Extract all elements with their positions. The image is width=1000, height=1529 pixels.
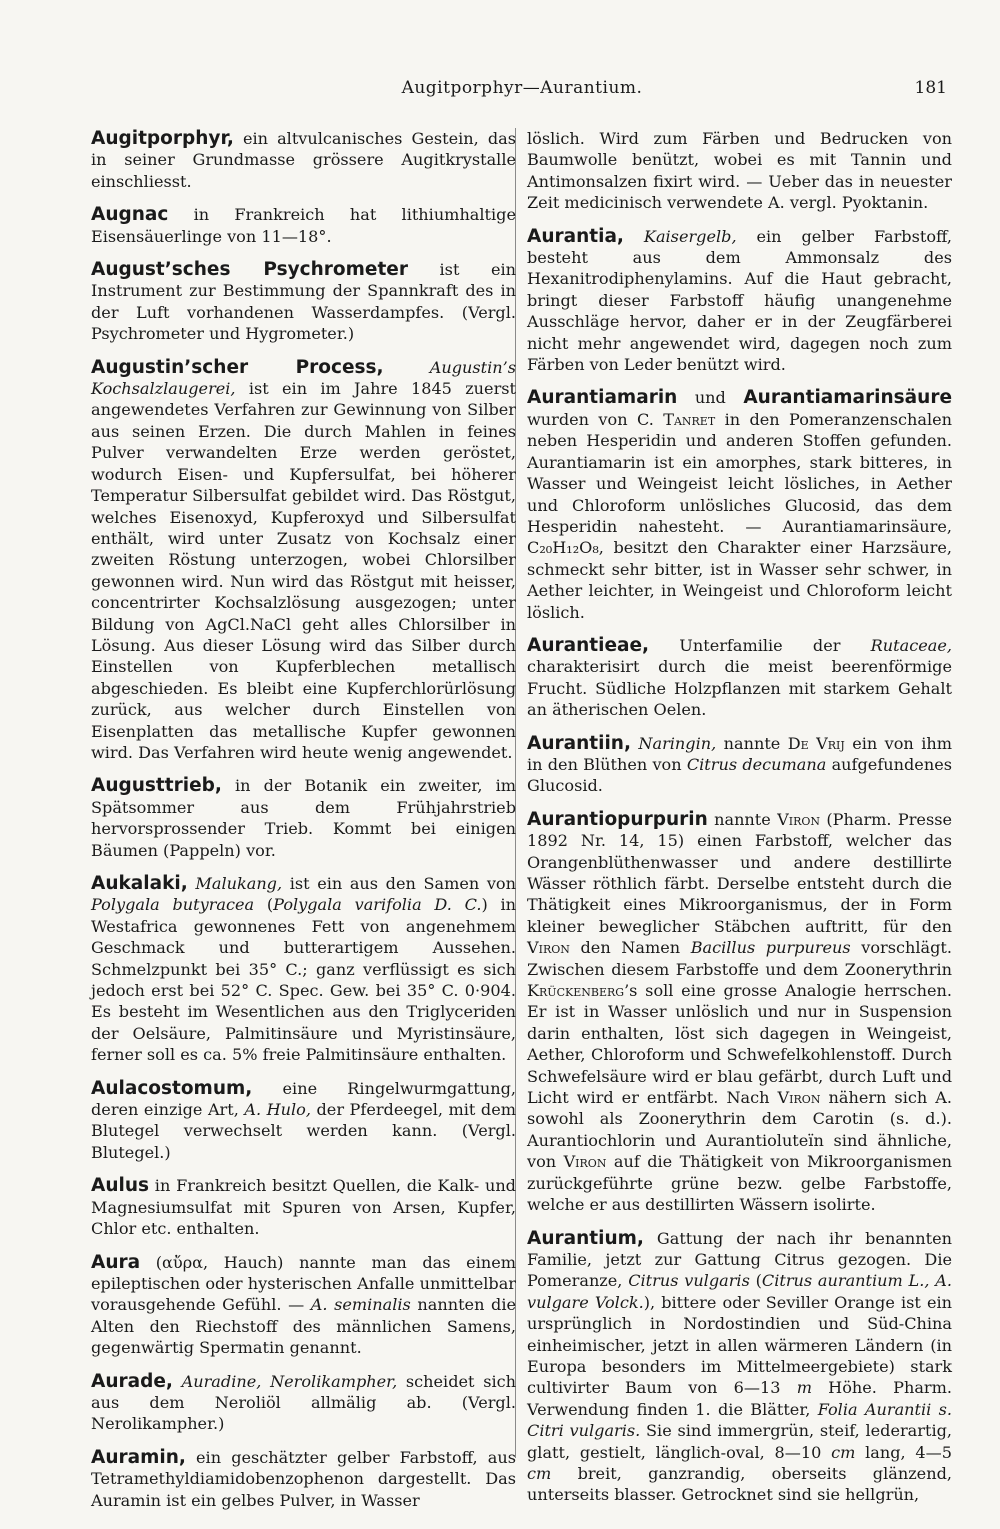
entry-text: in Frankreich besitzt Quellen, die Kalk- und Magnesiumsulfat mit Spuren von Arsen, Kupfer, Chlor etc. enthalten. [91,1176,516,1239]
left-column [91,128,516,1523]
entry-text: löslich. Wird zum Färben und Bedrucken von Baumwolle benützt, wobei es mit Tannin und Antimonsalzen fixirt wird. — Ueber das in neuester Zeit medicinisch verwendete A. vergl. Pyoktanin. [527,129,952,213]
right-column [527,128,952,1518]
headword: Aurantiamarinsäure [743,387,952,409]
entry-aurantiamarin [527,387,952,622]
author-name: Viron [777,809,821,829]
term: A. seminalis [310,1295,411,1315]
unit: cm [831,1442,856,1462]
entry-augustin-process [91,357,516,764]
entry-text: (Pharm. Presse 1892 Nr. 14, 15) einen Farbstoff, welcher das Orangenblüthenwasser und andere destillirte Wässer röthlich färbt. Derselbe entsteht durch die Thätigkeit eines Mikroorganismus, der in Form kleiner beweglicher Stäbchen auftritt, für den [527,809,952,936]
entry-text: der Pferdeegel, mit dem Blutegel verwechselt werden kann. (Vergl. Blutegel.) [91,1100,516,1162]
entry-aulacostomum [91,1078,516,1164]
headword: Aurantiin, [527,732,631,754]
headword: Augustin’scher Process, [91,356,384,378]
page-number: 181 [914,78,947,98]
headword: Aukalaki, [91,873,188,894]
headword: Augnac [91,204,169,226]
entry-augnac [91,204,516,247]
entry-aulus [91,1175,516,1239]
entry-text: nannte [707,809,778,829]
entry-text: lang, 4—5 [855,1442,952,1462]
entry-aurantiopurpurin [527,809,952,1216]
entry-text: Gattung der nach ihr benannten Familie, jetzt zur Gattung Citrus gezogen. Die Pomeranze, [527,1228,952,1291]
entry-text: Höhe. Pharm. Verwendung finden 1. die Blätter, [527,1378,952,1419]
author-name: De Vrij [787,733,845,753]
headword: August’sches Psychrometer [91,259,408,281]
author-name: Viron [527,938,570,958]
entry-text: Unterfamilie der [649,635,871,655]
entry-text: und [677,388,744,408]
headword: Augusttrieb, [91,775,222,797]
entry-text: ) in Westafrica gewonnenes Fett von angenehmem Geschmack und butterartigem Aussehen. Schmelzpunkt bei 35° C.; ganz verflüssigt es sich jedoch erst bei 52° C. Spec. Gew. bei 35° C. 0·904. Es besteht im Wesentlichen aus den Triglyceriden der Oelsäure, Palmitinsäure und Myristinsäure, ferner soll es ca. 5% freie Palmitinsäure enthalten. [91,895,516,1065]
entry-text: scheidet sich aus dem Neroliöl allmälig ab. (Vergl. Nerolikampher.) [91,1371,516,1434]
entry-synonym: Auradine, Nerolikampher, [172,1371,398,1391]
entry-text: ein altvulcanisches Gestein, das in seiner Grundmasse grössere Augitkrystalle einschliesst. [91,129,516,191]
headword: Augitporphyr, [91,128,234,149]
entry-text: vorschlägt. Zwischen diesem Farbstoffe und dem Zoonerythrin [527,938,952,979]
entry-text: ist ein Instrument zur Bestimmung der Spannkraft des in der Luft vorhandenen Wasserdampfes. (Vergl. Psychrometer und Hygrometer.) [91,260,516,344]
headword: Aurade, [91,1370,173,1392]
headword: Auramin, [91,1446,186,1468]
species-name: Polygala varifolia D. C. [273,895,482,915]
entry-text: eine Ringelwurmgattung, deren einzige Art, [91,1078,516,1120]
headword: Aura [91,1251,141,1273]
species-name: Citrus vulgaris [628,1271,750,1291]
entry-text: den Namen [569,938,691,958]
headword: Aurantia, [527,225,624,247]
entry-text: in den Pomeranzenschalen neben Hesperidin und anderen Stoffen gefunden. Aurantiamarin ist ein amorphes, stark bitteres, in Wasser und Weingeist leicht lösliches, in Aether und Chloroform unlösliches Glucosid, das dem Hesperidin nahesteht. — Aurantiamarinsäure, C₂₀H₁₂O₈, besitzt den Charakter einer Harzsäure, schmeckt sehr bitter, ist in Wasser sehr schwer, in Aether leichter, in Weingeist und Chloroform leicht löslich. [527,409,952,622]
species-name: Polygala butyracea [91,895,255,915]
entry-synonym: Augustin’s Kochsalzlaugerei, [91,357,516,399]
species-name: Bacillus purpureus [690,938,851,958]
headword: Aurantiopurpurin [527,808,708,830]
entry-text: nähern sich A. sowohl als Zoonerythrin dem Carotin (s. d.). Aurantiochlorin und Aurantioluteïn sind ähnliche, von [527,1088,952,1172]
author-name: C. Tanret [636,409,716,429]
entry-text: ein gelber Farbstoff, besteht aus dem Ammonsalz des Hexanitrodiphenylamins. Auf die Haut gebracht, bringt dieser Farbstoff häufig unangenehme Ausschläge hervor, daher er in der Zeugfärberei nicht mehr angewendet wird, dagegen noch zum Färben von Leder benützt wird. [527,226,953,375]
taxon-name: Rutaceae, [870,635,952,655]
entry-aurantiin [527,733,952,797]
entry-synonym: Kaisergelb, [623,226,737,246]
running-title: Augitporphyr—Aurantium. [401,78,643,98]
entry-text: (αὔρα, Hauch) nannte man das einem epileptischen oder hysterischen Anfalle unmittelbar vorausgehende Gefühl. — [91,1252,516,1315]
entry-text: Sie sind immergrün, steif, lederartig, glatt, gestielt, länglich-oval, 8—10 [527,1421,953,1462]
entry-auramin-continued [527,128,952,214]
unit: m [796,1378,812,1398]
headword: Aurantiamarin [527,387,678,409]
headword: Aurantium, [527,1227,644,1249]
entry-text: ), bittere oder Seviller Orange ist ein ursprünglich in Nordostindien und Süd-China einheimischer, jetzt in allen wärmeren Ländern (in Europa besonders im Mittelmeergebiete) stark cultivirter Baum von 6—13 [527,1292,952,1398]
entry-text: ( [254,895,274,915]
entry-aurantieae [527,635,952,721]
entry-text: charakterisirt durch die meist beerenförmige Frucht. Südliche Holzpflanzen mit starkem Gehalt an ätherischen Oelen. [527,657,952,720]
entry-text: ist ein im Jahre 1845 zuerst angewendetes Verfahren zur Gewinnung von Silber aus seinen Erzen. Die durch Mahlen in feines Pulver verwandelten Erze werden geröstet, wodurch Eisen- und Kupfersulfat, bei höherer Temperatur Silbersulfat gebildet wird. Das Röstgut, welches Eisenoxyd, Kupferoxyd und Silbersulfat enthält, wird unter Zusatz von Kochsalz einer zweiten Röstung unterzogen, wobei Chlorsilber gewonnen wird. Nun wird das Röstgut mit heisser, concentrirter Kochsalzlösung ausgezogen; unter Bildung von AgCl.NaCl geht alles Chlorsilber in Lösung. Aus dieser Lösung wird das Silber durch Einstellen von Kupferblechen metallisch abgeschieden. Es bleibt eine Kupferchlorürlösung zurück, aus welcher durch Einstellen von Eisenplatten das metallische Kupfer gewonnen wird. Das Verfahren wird heute wenig angewendet. [91,379,516,762]
species-name: Citrus decumana [686,754,827,774]
unit: cm [527,1463,552,1483]
entry-text: ’s soll eine grosse Analogie herrschen. Er ist in Wasser unlöslich und nur in Suspension darin enthalten, löst sich dagegen in Weingeist, Aether, Chloroform und Schwefelkohlenstoff. Durch Schwefelsäure wird er blau gefärbt, durch Luft und Licht wird er entfärbt. Nach [527,981,952,1108]
entry-synonym: Naringin, [631,733,717,753]
entry-text: breit, ganzrandig, oberseits glänzend, unterseits blasser. Getrocknet sind sie hellgrün, [527,1463,952,1505]
headword: Aulus [91,1175,150,1197]
entry-text: ( [749,1271,762,1291]
entry-text: in der Botanik ein zweiter, im Spätsommer aus dem Frühjahrstrieb hervorsprossender Trieb. Kommt bei einigen Bäumen (Pappeln) vor. [91,776,516,860]
entry-text: ein geschätzter gelber Farbstoff, aus Tetramethyldiamidobenzophenon dargestellt. Das Auramin ist ein gelbes Pulver, in Wasser [91,1447,516,1510]
entry-text: aufgefundenes Glucosid. [527,754,952,796]
entry-augitporphyr [91,128,516,192]
species-name: A. Hulo, [244,1100,311,1120]
entry-aurantium [527,1228,952,1506]
headword: Aulacostomum, [91,1077,253,1099]
author-name: Viron [777,1088,821,1108]
entry-text: wurden von [527,409,637,429]
entry-aura [91,1252,516,1359]
species-name: Citrus aurantium L., A. vulgare Volck. [527,1271,952,1312]
entry-text: ist ein aus den Samen von [282,874,516,893]
entry-text: ein von ihm in den Blüthen von [527,733,952,774]
entry-auramin [91,1447,516,1511]
entry-text: nannten die Alten den Riechstoff des männlichen Samens, gegenwärtig Spermatin genannt. [91,1295,516,1358]
entry-augusttrieb [91,775,516,861]
entry-aukalaki [91,873,516,1066]
author-name: Viron [563,1152,607,1172]
entry-text: auf die Thätigkeit von Mikroorganismen zurückgeführte grüne bezw. gelbe Farbstoffe, welche er aus destillirten Wässern isolirte. [527,1152,952,1215]
headword: Aurantieae, [527,634,650,656]
page-header [92,78,952,108]
entry-text: nannte [716,733,788,753]
entry-psychrometer [91,259,516,345]
entry-text: in Frankreich hat lithiumhaltige Eisensäuerlinge von 11—18°. [91,205,516,246]
drug-name: Folia Aurantii s. Citri vulgaris. [527,1399,953,1441]
entry-synonym: Malukang, [187,874,283,893]
entry-aurantia [527,226,952,376]
entry-aurade [91,1371,516,1435]
author-name: Krückenberg [527,981,625,1001]
